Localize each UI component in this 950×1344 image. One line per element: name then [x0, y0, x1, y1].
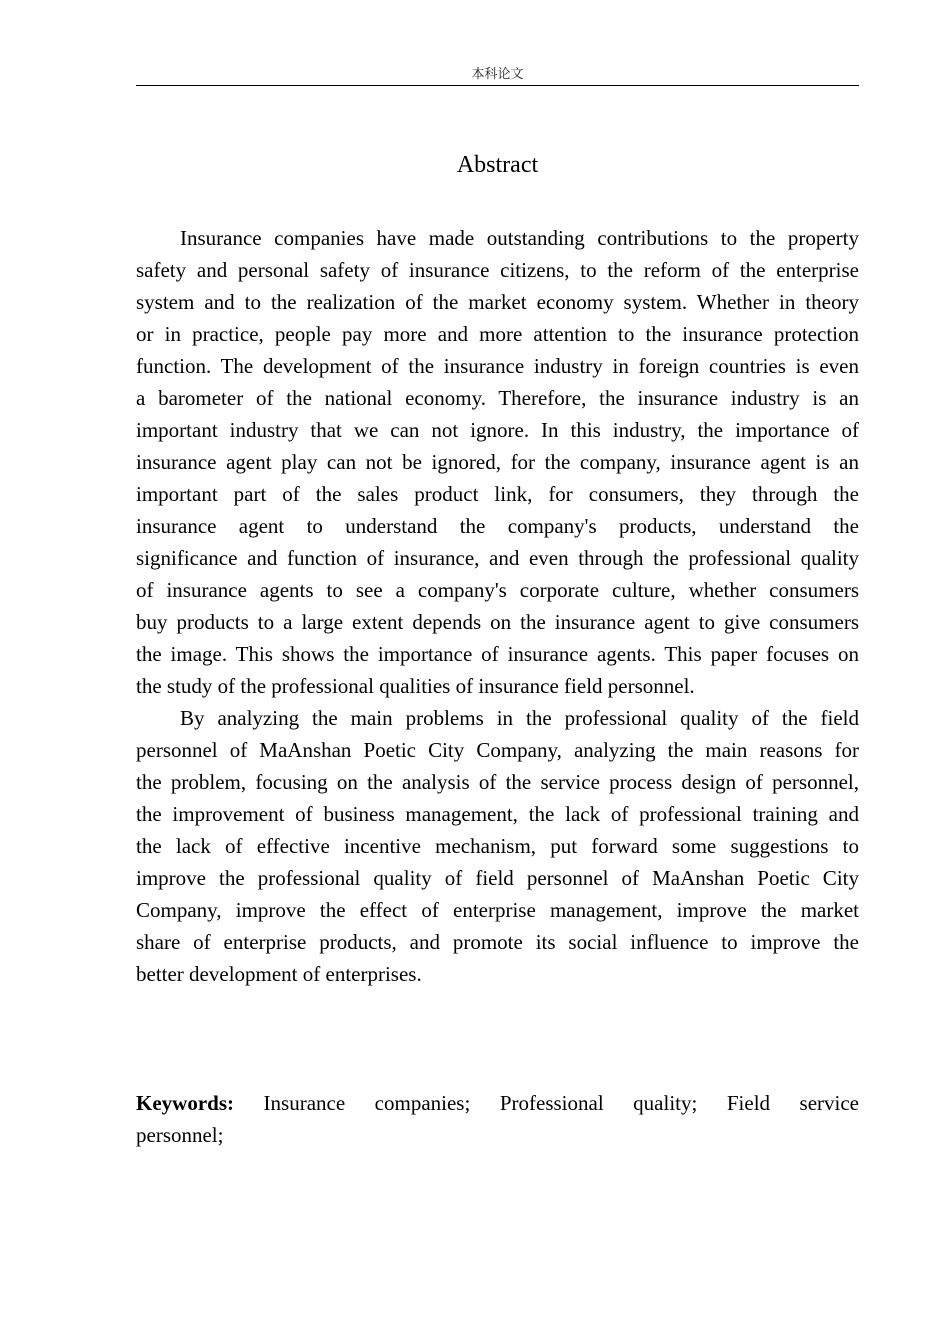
header-rule: [136, 85, 859, 86]
running-header: 本科论文: [471, 67, 524, 82]
text-line: function. The development of the insurance industry in foreign countries is even: [136, 354, 859, 378]
text-line: buy products to a large extent depends on the insurance agent to give consumers: [136, 610, 859, 634]
text-line: important industry that we can not ignore. In this industry, the importance of: [136, 418, 859, 442]
text-line: insurance agent play can not be ignored, for the company, insurance agent is an: [136, 450, 859, 474]
text-line: important part of the sales product link, for consumers, they through the: [136, 482, 859, 506]
keywords-list: Insurance companies; Professional quality; Field service: [263, 1091, 860, 1115]
text-line: the problem, focusing on the analysis of the service process design of personnel,: [136, 770, 859, 794]
text-line: or in practice, people pay more and more attention to the insurance protection: [136, 322, 859, 346]
paragraph-2: [136, 702, 859, 990]
text-line: a barometer of the national economy. Therefore, the insurance industry is an: [136, 386, 859, 410]
text-line: safety and personal safety of insurance citizens, to the reform of the enterprise: [136, 258, 859, 282]
keywords-label: Keywords:: [136, 1091, 234, 1115]
text-line: of insurance agents to see a company's corporate culture, whether consumers: [136, 578, 859, 602]
abstract-body: [136, 222, 859, 990]
text-line: personnel of MaAnshan Poetic City Company, analyzing the main reasons for: [136, 738, 859, 762]
paragraph-1: [136, 222, 859, 702]
text-line: Company, improve the effect of enterprise management, improve the market: [136, 898, 859, 922]
abstract-title: Abstract: [456, 152, 539, 178]
text-line: improve the professional quality of field personnel of MaAnshan Poetic City: [136, 866, 859, 890]
keywords-line: [136, 1087, 859, 1119]
text-line: system and to the realization of the market economy system. Whether in theory: [136, 290, 859, 314]
text-line: better development of enterprises.: [136, 962, 422, 986]
keywords-section: [136, 1087, 859, 1151]
text-line: the image. This shows the importance of insurance agents. This paper focuses on: [136, 642, 859, 666]
text-line: significance and function of insurance, and even through the professional quality: [136, 546, 859, 570]
text-line: the lack of effective incentive mechanism, put forward some suggestions to: [136, 834, 859, 858]
text-line: share of enterprise products, and promote its social influence to improve the: [136, 930, 859, 954]
keywords-line-continued: personnel;: [136, 1123, 224, 1147]
text-line: Insurance companies have made outstanding contributions to the property: [180, 226, 859, 250]
text-line: the study of the professional qualities of insurance field personnel.: [136, 674, 695, 698]
text-line: By analyzing the main problems in the professional quality of the field: [180, 706, 859, 730]
text-line: the improvement of business management, the lack of professional training and: [136, 802, 859, 826]
text-line: insurance agent to understand the company's products, understand the: [136, 514, 859, 538]
